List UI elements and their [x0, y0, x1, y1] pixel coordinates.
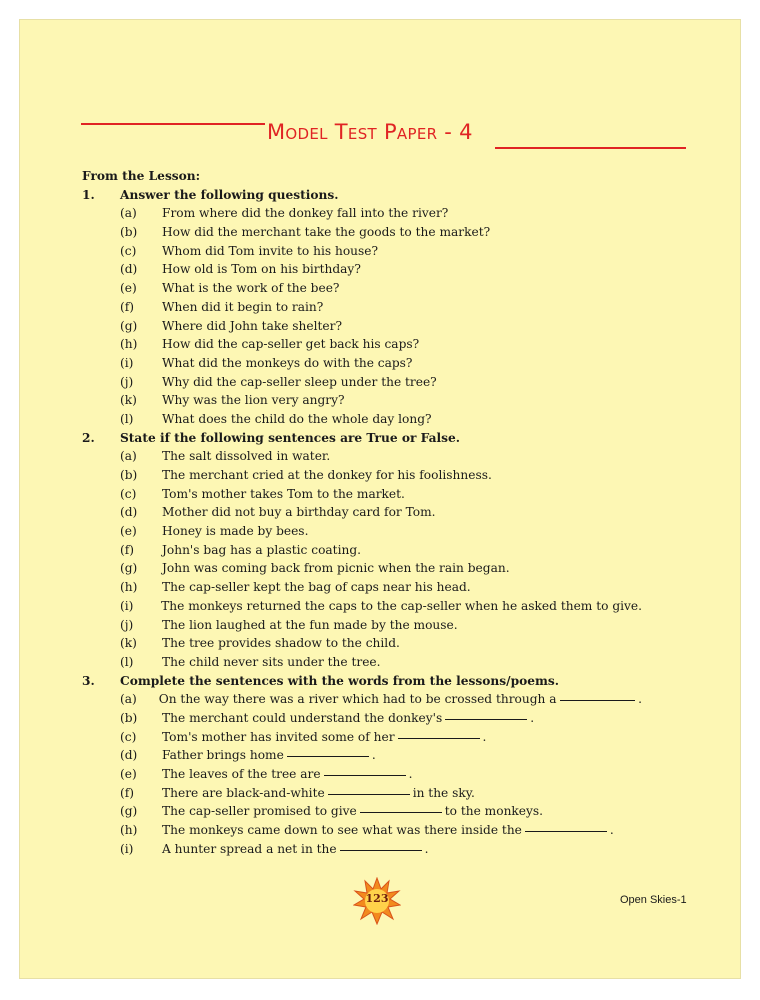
question-number: 3.	[82, 673, 95, 688]
item-label: (j)	[120, 374, 134, 389]
list-item	[82, 840, 642, 859]
title-rule-left	[81, 123, 265, 125]
page-number: 123	[365, 892, 389, 905]
item-label: (f)	[120, 542, 135, 557]
item-text: How did the cap-seller get back his caps?	[162, 337, 420, 352]
item-label: (a)	[120, 206, 137, 221]
list-item	[82, 466, 642, 485]
list-item	[82, 802, 642, 821]
item-label: (c)	[120, 486, 137, 501]
item-text: John was coming back from picnic when the rain began.	[162, 561, 510, 576]
item-label: (l)	[120, 411, 134, 426]
list-item	[82, 204, 642, 223]
item-label: (d)	[120, 262, 138, 277]
item-label: (l)	[120, 654, 134, 669]
item-text-after: .	[638, 692, 642, 707]
item-text: How did the merchant take the goods to the market?	[162, 225, 491, 240]
item-text-before: A hunter spread a net in the	[162, 841, 337, 856]
item-text: Mother did not buy a birthday card for Tom.	[162, 505, 436, 520]
list-item	[82, 765, 642, 784]
list-item	[82, 616, 642, 635]
list-item	[82, 503, 642, 522]
list-item	[82, 335, 642, 354]
book-name: Open Skies-1	[620, 894, 687, 906]
item-label: (i)	[120, 598, 134, 613]
item-label: (f)	[120, 299, 135, 314]
item-label: (g)	[120, 318, 138, 333]
answer-blank[interactable]	[525, 821, 607, 832]
list-item	[82, 690, 642, 709]
item-label: (j)	[120, 617, 134, 632]
question-number: 2.	[82, 430, 95, 445]
item-text-before: There are black-and-white	[162, 785, 325, 800]
item-text: Why was the lion very angry?	[162, 393, 345, 408]
item-text: What does the child do the whole day long?	[162, 411, 432, 426]
item-text: John's bag has a plastic coating.	[162, 542, 361, 557]
list-item	[82, 522, 642, 541]
list-item	[82, 242, 642, 261]
item-text: The child never sits under the tree.	[162, 654, 381, 669]
questions-content	[82, 167, 642, 858]
worksheet-page	[19, 19, 741, 979]
item-text: When did it begin to rain?	[162, 299, 324, 314]
list-item	[82, 541, 642, 560]
page-number-badge	[353, 877, 401, 925]
item-text-after: .	[609, 823, 614, 838]
item-text: How old is Tom on his birthday?	[162, 262, 361, 277]
list-item	[82, 559, 642, 578]
item-label: (e)	[120, 281, 137, 296]
item-label: (g)	[120, 804, 138, 819]
question-text: Complete the sentences with the words from the lessons/poems.	[120, 673, 559, 688]
item-label: (h)	[120, 337, 138, 352]
item-label: (h)	[120, 823, 138, 838]
item-text: Where did John take shelter?	[162, 318, 342, 333]
list-item	[82, 728, 642, 747]
item-text-before: The monkeys came down to see what was there inside the	[162, 823, 522, 838]
question-text: Answer the following questions.	[120, 187, 339, 202]
section-heading: From the Lesson:	[82, 169, 201, 183]
item-label: (c)	[120, 729, 137, 744]
item-label: (d)	[120, 748, 138, 763]
item-text: Tom's mother takes Tom to the market.	[162, 486, 405, 501]
item-text-after: in the sky.	[412, 785, 475, 800]
answer-blank[interactable]	[360, 802, 442, 813]
answer-blank[interactable]	[445, 709, 527, 720]
question-title	[82, 429, 642, 448]
item-text-before: The merchant could understand the donkey's	[162, 710, 443, 725]
list-item	[82, 373, 642, 392]
list-item	[82, 578, 642, 597]
list-item	[82, 354, 642, 373]
list-item	[82, 821, 642, 840]
item-text-after: .	[530, 710, 535, 725]
list-item	[82, 410, 642, 429]
answer-blank[interactable]	[398, 728, 480, 739]
answer-blank[interactable]	[328, 784, 410, 795]
item-text: Whom did Tom invite to his house?	[162, 243, 379, 258]
item-text-after: to the monkeys.	[444, 804, 544, 819]
list-item	[82, 709, 642, 728]
item-label: (b)	[120, 710, 138, 725]
item-text: The merchant cried at the donkey for his foolishness.	[162, 468, 492, 482]
item-label: (g)	[120, 561, 138, 576]
question-title	[82, 186, 642, 205]
item-text: The lion laughed at the fun made by the mouse.	[162, 617, 458, 632]
list-item	[82, 784, 642, 803]
item-text: Why did the cap-seller sleep under the tree?	[162, 374, 437, 389]
title-rule-right	[495, 147, 686, 149]
list-item	[82, 447, 642, 466]
question-title	[82, 672, 642, 691]
item-label: (k)	[120, 636, 137, 651]
item-text: Honey is made by bees.	[162, 524, 309, 539]
list-item	[82, 298, 642, 317]
item-label: (i)	[120, 355, 134, 370]
item-label: (b)	[120, 468, 138, 482]
answer-blank[interactable]	[324, 765, 406, 776]
item-label: (e)	[120, 524, 137, 539]
item-text: The monkeys returned the caps to the cap-seller when he asked them to give.	[161, 598, 642, 613]
list-item	[82, 597, 642, 616]
item-text-before: The cap-seller promised to give	[162, 804, 357, 819]
item-label: (b)	[120, 225, 138, 240]
list-item	[82, 317, 642, 336]
item-text-after: .	[424, 841, 429, 856]
item-text: The tree provides shadow to the child.	[162, 636, 400, 651]
answer-blank[interactable]	[560, 690, 636, 701]
answer-blank[interactable]	[287, 746, 369, 757]
item-label: (i)	[120, 841, 134, 856]
item-text: What is the work of the bee?	[162, 281, 340, 296]
item-text: The cap-seller kept the bag of caps near his head.	[162, 580, 471, 595]
item-text-before: Tom's mother has invited some of her	[162, 729, 395, 744]
item-label: (h)	[120, 580, 138, 595]
answer-blank[interactable]	[340, 840, 422, 851]
item-text: What did the monkeys do with the caps?	[162, 355, 413, 370]
item-text-before: Father brings home	[162, 748, 284, 763]
list-item	[82, 260, 642, 279]
item-text-after: .	[482, 729, 487, 744]
list-item	[82, 653, 642, 672]
title-row	[81, 120, 686, 150]
item-label: (d)	[120, 505, 138, 520]
question-number: 1.	[82, 187, 95, 202]
item-text: The salt dissolved in water.	[162, 449, 331, 464]
list-item	[82, 391, 642, 410]
list-item	[82, 485, 642, 504]
list-item	[82, 279, 642, 298]
list-item	[82, 634, 642, 653]
page-title: Model Test Paper - 4	[267, 120, 473, 144]
item-text-before: The leaves of the tree are	[162, 767, 321, 781]
list-item	[82, 746, 642, 765]
item-text: From where did the donkey fall into the river?	[162, 206, 449, 221]
list-item	[82, 223, 642, 242]
item-label: (f)	[120, 785, 135, 800]
item-text-after: .	[371, 748, 376, 763]
item-label: (c)	[120, 243, 137, 258]
item-label: (a)	[120, 449, 137, 464]
question-text: State if the following sentences are True or False.	[120, 430, 461, 445]
item-label: (k)	[120, 393, 137, 408]
item-text-before: On the way there was a river which had to be crossed through a	[158, 692, 557, 707]
item-label: (e)	[120, 767, 137, 781]
item-text-after: .	[408, 767, 413, 781]
item-label: (a)	[120, 692, 137, 707]
